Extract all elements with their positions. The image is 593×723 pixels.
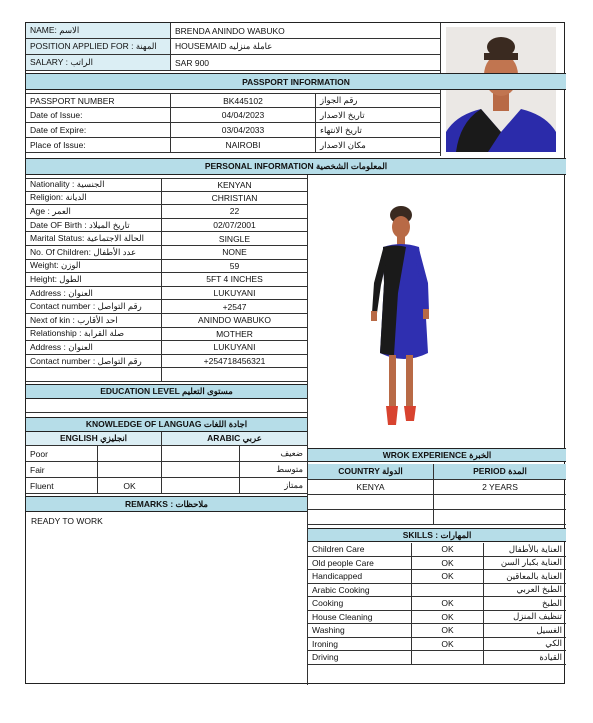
- personal-row-label: Age : العمر: [26, 205, 162, 218]
- experience-subheader: [308, 464, 566, 480]
- full-body-photo-icon: [356, 203, 451, 433]
- personal-row-label: Date OF Birth : تاريخ الميلاد: [26, 219, 162, 232]
- skill-arabic: القيادة: [539, 651, 562, 662]
- english-value: [98, 446, 162, 461]
- skill-arabic: الطبخ العربي: [516, 584, 562, 595]
- language-level-arabic: ممتاز: [284, 480, 303, 490]
- personal-table: [26, 178, 307, 388]
- period-header: PERIOD المدة: [473, 466, 527, 476]
- skill-ok: OK: [412, 597, 484, 610]
- personal-row: [26, 219, 307, 233]
- skill-name: Driving: [308, 651, 412, 664]
- english-value: OK: [98, 478, 162, 493]
- personal-row-value: ANINDO WABUKO: [198, 315, 271, 326]
- remarks-header: REMARKS : ملاحظات: [26, 496, 307, 512]
- experience-period: 2 YEARS: [482, 482, 518, 492]
- skill-ok: [412, 584, 484, 597]
- skill-ok: OK: [412, 543, 484, 556]
- full-body-photo: [356, 203, 451, 433]
- personal-row: [26, 260, 307, 274]
- passport-row: [26, 93, 440, 108]
- arabic-value: [162, 462, 240, 477]
- skill-name: Cooking: [308, 597, 412, 610]
- skill-row: [308, 611, 566, 625]
- personal-row-value: MOTHER: [216, 328, 253, 339]
- country-header: COUNTRY الدولة: [308, 464, 434, 479]
- skill-row: [308, 584, 566, 598]
- skill-name: Handicapped: [308, 570, 412, 583]
- position-value: HOUSEMAID عاملة منزليه: [175, 41, 273, 51]
- languages-subheader: [26, 432, 307, 446]
- passport-row-value: BK445102: [171, 94, 316, 107]
- english-value: [98, 462, 162, 477]
- passport-row-value: 03/04/2033: [171, 123, 316, 137]
- language-row: [26, 478, 307, 494]
- personal-row-label: Height: الطول: [26, 273, 162, 286]
- passport-row-label: Place of Issue:: [26, 138, 171, 152]
- skills-header: SKILLS : المهارات: [308, 528, 566, 542]
- language-row: [26, 446, 307, 462]
- personal-row-label: Address : العنوان: [26, 341, 162, 354]
- personal-row: [26, 246, 307, 260]
- personal-row-label: Weight: الوزن: [26, 260, 162, 273]
- education-value: [26, 399, 307, 413]
- personal-row-value: NONE: [222, 247, 247, 258]
- skill-arabic: تنظيف المنزل: [513, 611, 562, 622]
- languages-header: KNOWLEDGE OF LANGUAG اجادة اللغات: [26, 417, 307, 432]
- passport-row-value: 04/04/2023: [171, 108, 316, 122]
- salary-row: [26, 55, 440, 71]
- salary-label: SALARY : الراتب: [26, 55, 171, 70]
- skill-row: [308, 638, 566, 652]
- personal-row: [26, 287, 307, 301]
- skill-name: House Cleaning: [308, 611, 412, 624]
- personal-row-value: LUKUYANI: [213, 288, 256, 299]
- passport-row-arabic: مكان الاصدار: [320, 139, 366, 150]
- skill-arabic: العناية بالمعاقين: [506, 570, 562, 581]
- skill-row: [308, 624, 566, 638]
- skill-ok: OK: [412, 611, 484, 624]
- arabic-value: [162, 446, 240, 461]
- skills-table: [308, 543, 566, 683]
- remarks-text: READY TO WORK: [31, 516, 103, 526]
- personal-row-value: 02/07/2001: [213, 220, 256, 231]
- passport-row-arabic: تاريخ الانتهاء: [320, 124, 362, 135]
- passport-row-value: NAIROBI: [171, 138, 316, 152]
- personal-row-value: 22: [229, 206, 240, 217]
- personal-header: PERSONAL INFORMATION المعلومات الشخصية: [26, 158, 566, 175]
- passport-row-label: Date of Issue:: [26, 108, 171, 122]
- personal-row: [26, 192, 307, 206]
- personal-row-value: 59: [229, 260, 240, 271]
- personal-row: [26, 273, 307, 287]
- skill-name: Old people Care: [308, 557, 412, 570]
- skill-arabic: العناية بكبار السن: [500, 557, 562, 568]
- passport-row-label: PASSPORT NUMBER: [26, 94, 171, 107]
- personal-row-value: +2547: [222, 301, 247, 312]
- personal-row-empty: [26, 368, 307, 382]
- personal-row-label: Relationship : صلة القرابة: [26, 328, 162, 341]
- personal-row-label: No. Of Children: عدد الأطفال: [26, 246, 162, 259]
- skill-name: Ironing: [308, 638, 412, 651]
- personal-row: [26, 205, 307, 219]
- experience-country: KENYA: [308, 480, 434, 494]
- name-label: NAME: الاسم: [26, 23, 171, 38]
- skill-arabic: العناية بالأطفال: [508, 543, 562, 554]
- personal-row-value: KENYAN: [217, 179, 252, 190]
- personal-row: [26, 328, 307, 342]
- language-level-arabic: متوسط: [276, 464, 303, 474]
- skill-row: [308, 597, 566, 611]
- passport-row-label: Date of Expire:: [26, 123, 171, 137]
- skill-ok: OK: [412, 638, 484, 651]
- personal-row-label: Religion: الديانة: [26, 192, 162, 205]
- name-row: [26, 23, 440, 39]
- arabic-value: [162, 478, 240, 493]
- experience-row-empty: [308, 495, 566, 510]
- language-level: Poor: [26, 446, 98, 461]
- skill-ok: OK: [412, 557, 484, 570]
- passport-row: [26, 138, 440, 153]
- personal-row: [26, 355, 307, 369]
- skill-name: Washing: [308, 624, 412, 637]
- personal-row: [26, 314, 307, 328]
- personal-row-value: LUKUYANI: [213, 342, 256, 353]
- personal-row: [26, 300, 307, 314]
- skill-ok: OK: [412, 624, 484, 637]
- passport-row-arabic: رقم الجواز: [320, 95, 358, 105]
- personal-row-value: SINGLE: [218, 233, 251, 244]
- skill-arabic: الطبخ: [542, 597, 562, 608]
- skill-row: [308, 557, 566, 571]
- personal-row-label: Nationality : الجنسية: [26, 179, 162, 191]
- experience-row: [308, 480, 566, 495]
- education-header: EDUCATION LEVEL مستوى التعليم: [26, 384, 307, 399]
- passport-header: PASSPORT INFORMATION: [26, 73, 566, 90]
- personal-row-label: Contact number : رقم التواصل: [26, 355, 162, 368]
- skill-row: [308, 651, 566, 665]
- personal-row-label: Address : العنوان: [26, 287, 162, 300]
- passport-row-arabic: تاريخ الاصدار: [320, 109, 365, 120]
- position-row: [26, 39, 440, 55]
- skill-row: [308, 543, 566, 557]
- personal-row: [26, 178, 307, 192]
- arabic-header: ARABIC عربي: [207, 433, 262, 443]
- personal-row-label: Next of kin : احد الأقارب: [26, 314, 162, 327]
- skill-ok: OK: [412, 570, 484, 583]
- skill-name: Children Care: [308, 543, 412, 556]
- skill-row: [308, 570, 566, 584]
- skill-arabic: الكي: [545, 638, 562, 649]
- personal-row-value: +254718456321: [203, 356, 266, 367]
- language-level-arabic: ضعيف: [280, 448, 303, 458]
- personal-row-label: Contact number : رقم التواصل: [26, 300, 162, 313]
- language-row: [26, 462, 307, 478]
- personal-row: [26, 341, 307, 355]
- english-header: ENGLISH انجليزي: [26, 432, 162, 445]
- skill-ok: [412, 651, 484, 664]
- personal-row-value: 5FT 4 INCHES: [206, 274, 263, 285]
- passport-row: [26, 108, 440, 123]
- language-level: Fluent: [26, 478, 98, 493]
- personal-row-value: CHRISTIAN: [211, 192, 258, 203]
- language-level: Fair: [26, 462, 98, 477]
- salary-value: SAR 900: [175, 57, 210, 68]
- experience-header: WROK EXPERIENCE الخبرة: [308, 448, 566, 462]
- passport-row: [26, 123, 440, 138]
- skill-name: Arabic Cooking: [308, 584, 412, 597]
- personal-row-label: Marital Status: الحالة الاجتماعية: [26, 232, 162, 245]
- skill-arabic: الغسيل: [536, 624, 562, 635]
- personal-row: [26, 232, 307, 246]
- experience-row-empty: [308, 510, 566, 525]
- cv-form: [25, 22, 565, 684]
- name-value: BRENDA ANINDO WABUKO: [175, 25, 285, 36]
- position-label: POSITION APPLIED FOR : المهنة: [26, 39, 171, 54]
